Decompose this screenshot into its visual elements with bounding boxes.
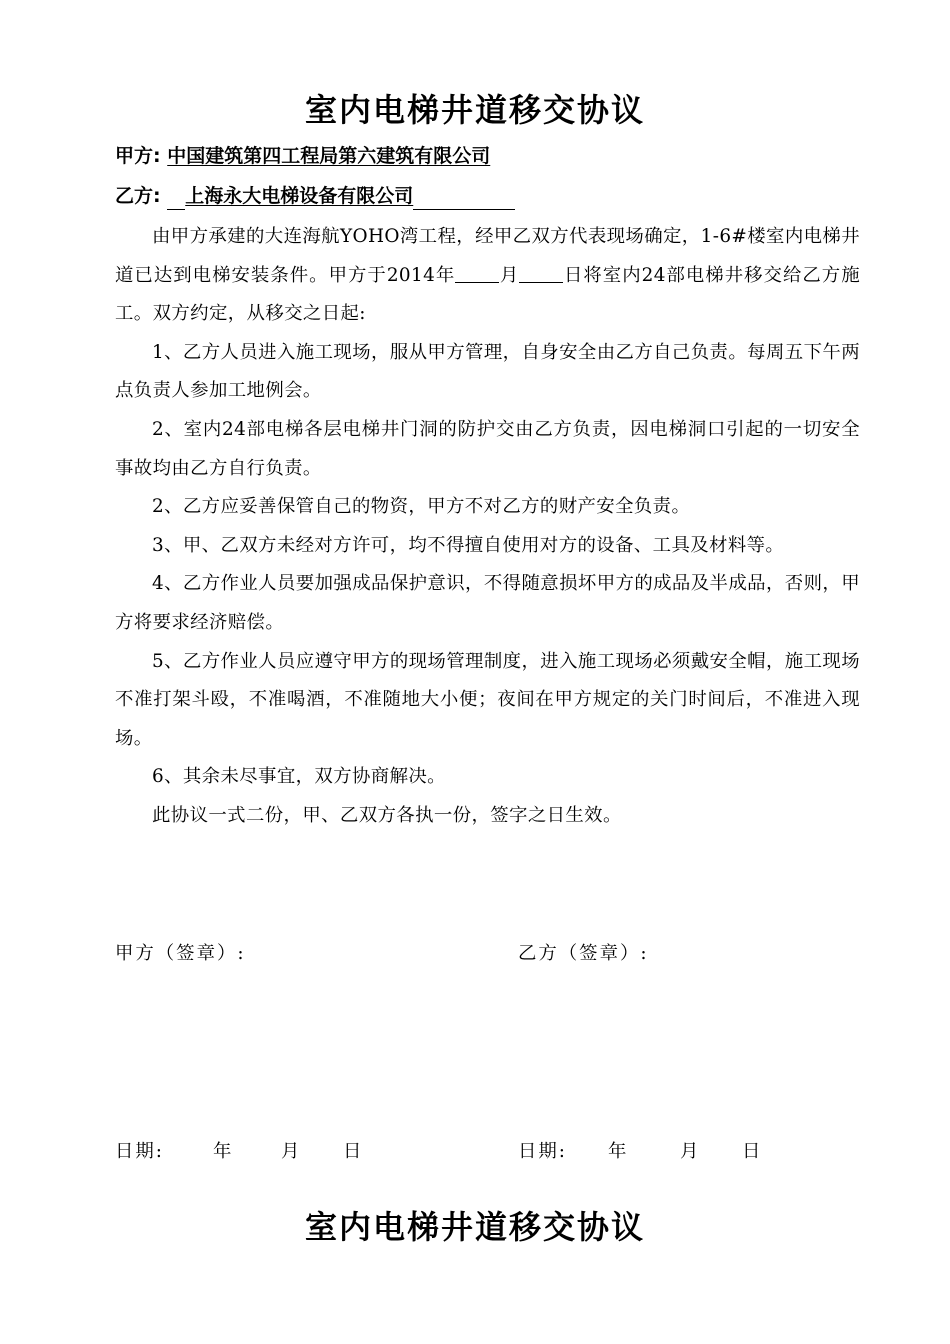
date-label: 日期: [115,1141,164,1162]
date-label: 日期: [518,1141,567,1162]
clause-item: 6、其余未尽事宜，双方协商解决。 [152,766,446,788]
clause-item: 2、乙方应妥善保管自己的物资，甲方不对乙方的财产安全负责。 [152,496,691,518]
date-month: 月 [680,1141,699,1162]
party-b-label: 乙方: [115,185,161,207]
month-blank [455,264,499,283]
date-day: 日 [742,1141,761,1162]
clause-item: 2、室内24部电梯各层电梯井门洞的防护交由乙方负责，因电梯洞口引起的一切安全事故均由乙方自行负责。 [115,418,860,479]
clause-item: 5、乙方作业人员应遵守甲方的现场管理制度，进入施工现场必须戴安全帽，施工现场不准打架斗殴，不准喝酒，不准随地大小便；夜间在甲方规定的关门时间后，不准进入现场。 [115,650,860,749]
intro-month-unit: 月 [499,264,520,286]
intro-paragraph [115,218,860,334]
repeat-page-title: 室内电梯井道移交协议 [304,1208,645,1246]
party-a-name: 中国建筑第四工程局第六建筑有限公司 [167,145,491,167]
date-month: 月 [281,1141,300,1162]
party-b-signature-label: 乙方（签章）: [518,943,649,964]
closing-statement: 此协议一式二份，甲、乙双方各执一份，签字之日生效。 [152,804,622,826]
date-day: 日 [343,1141,362,1162]
clause-item: 3、甲、乙双方未经对方许可，均不得擅自使用对方的设备、工具及材料等。 [152,534,785,556]
party-b-date [518,1138,760,1166]
date-year: 年 [608,1141,627,1162]
agreement-body [115,218,860,836]
party-a-label: 甲方: [115,145,161,167]
party-b-underline-lead [167,187,185,210]
date-year: 年 [213,1141,232,1162]
clause-item: 4、乙方作业人员要加强成品保护意识，不得随意损坏甲方的成品及半成品，否则，甲方将要求经济赔偿。 [115,573,860,633]
party-b-underline-tail [413,187,515,210]
day-blank [519,264,563,283]
party-a-line [115,142,490,170]
party-b-name: 上海永大电梯设备有限公司 [185,185,414,207]
party-a-signature-label: 甲方（签章）: [115,943,246,964]
clause-item: 1、乙方人员进入施工现场，服从甲方管理，自身安全由乙方自己负责。每周五下午两点负责人参加工地例会。 [115,341,860,402]
party-b-line [115,182,515,210]
intro-part2: 日将室内24部电梯井移交给乙方施工。双方约定，从移交之日起: [115,264,860,325]
intro-part1: 由甲方承建的大连海航YOHO湾工程，经甲乙双方代表现场确定，1-6#楼室内电梯井道已达到电梯安装条件。甲方于2014年 [115,226,860,286]
party-a-date [115,1138,361,1166]
page-title: 室内电梯井道移交协议 [304,91,645,129]
